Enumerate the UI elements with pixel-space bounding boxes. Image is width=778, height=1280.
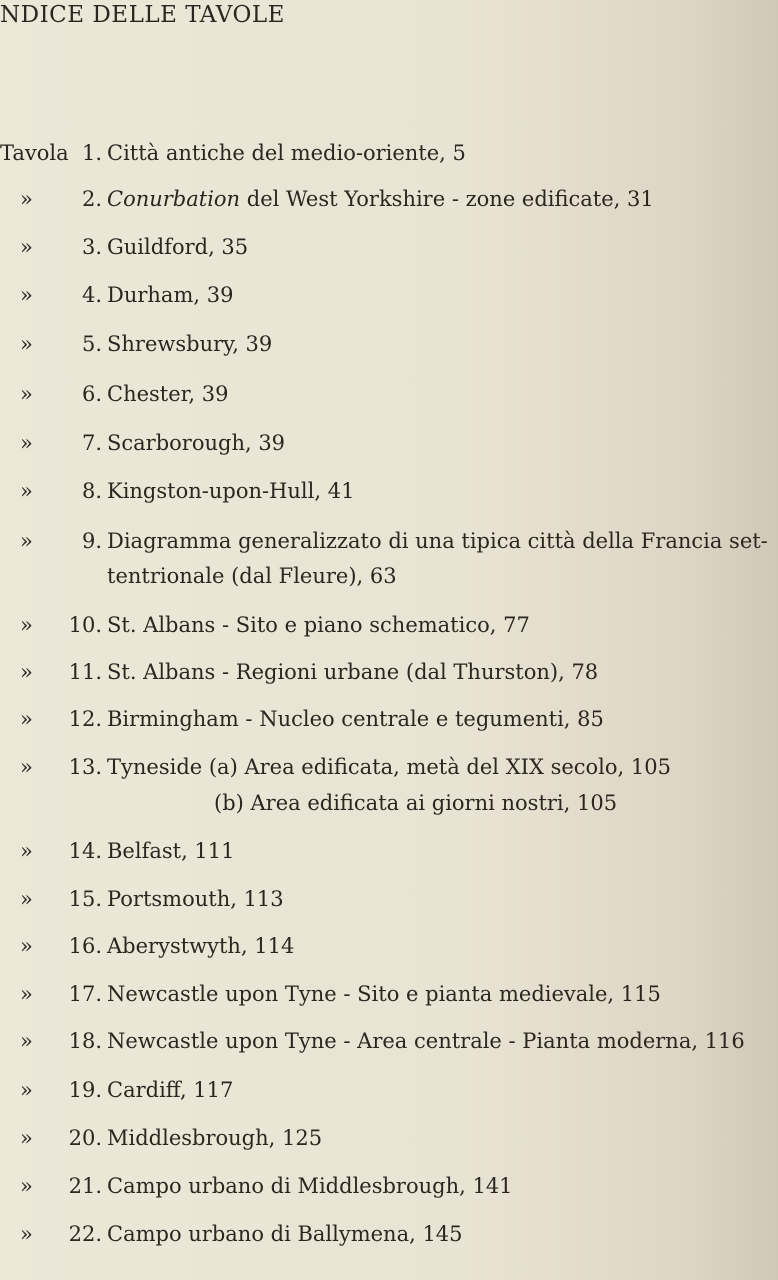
ditto-mark: » [20, 1126, 33, 1150]
entry-number: 1. [81, 141, 102, 165]
entry-text: Middlesbrough, 125 [107, 1126, 323, 1150]
entry-text: St. Albans - Regioni urbane (dal Thurston), 78 [107, 660, 599, 684]
entry-number: 16. [68, 934, 102, 958]
entry-text: Campo urbano di Ballymena, 145 [107, 1222, 463, 1246]
ditto-mark: » [20, 755, 33, 779]
ditto-mark: » [20, 529, 33, 553]
entry-text: Kingston-upon-Hull, 41 [107, 479, 355, 503]
entry-text: Chester, 39 [107, 382, 229, 406]
page-title: NDICE DELLE TAVOLE [0, 2, 285, 28]
ditto-mark: » [20, 1222, 33, 1246]
entry-text: Cardiff, 117 [107, 1078, 234, 1102]
entry-text: Portsmouth, 113 [107, 887, 284, 911]
entry-number: 7. [81, 431, 102, 455]
entry-text: Birmingham - Nucleo centrale e tegumenti, 85 [107, 707, 604, 731]
entry-text: Newcastle upon Tyne - Sito e pianta medievale, 115 [107, 982, 661, 1006]
entry-number: 5. [81, 332, 102, 356]
entry-number: 3. [81, 235, 102, 259]
entry-number: 22. [68, 1222, 102, 1246]
entry-text: Diagramma generalizzato di una tipica città della Francia set- [107, 529, 768, 553]
ditto-mark: » [20, 982, 33, 1006]
entry-italic: Conurbation [107, 187, 241, 211]
entry-number: 4. [81, 283, 102, 307]
entry-number: 13. [68, 755, 102, 779]
entry-number: 20. [68, 1126, 102, 1150]
entry-text: Tyneside (a) Area edificata, metà del XIX secolo, 105 [107, 755, 671, 779]
entry-number: 19. [68, 1078, 102, 1102]
entry-number: 12. [68, 707, 102, 731]
entry-text: Durham, 39 [107, 283, 234, 307]
entry-text: St. Albans - Sito e piano schematico, 77 [107, 613, 530, 637]
entry-text: Aberystwyth, 114 [107, 934, 295, 958]
entry-text-rest: del West Yorkshire - zone edificate, 31 [240, 187, 654, 211]
entry-text [107, 187, 654, 211]
ditto-mark: » [20, 187, 33, 211]
entry-number: 15. [68, 887, 102, 911]
ditto-mark: » [20, 431, 33, 455]
entry-number: 8. [81, 479, 102, 503]
ditto-mark: » [20, 283, 33, 307]
entry-continuation: (b) Area edificata ai giorni nostri, 105 [214, 791, 618, 815]
ditto-mark: » [20, 235, 33, 259]
ditto-mark: » [20, 1029, 33, 1053]
entry-text: Guildford, 35 [107, 235, 249, 259]
entry-number: 10. [68, 613, 102, 637]
entry-number: 11. [68, 660, 102, 684]
ditto-mark: » [20, 839, 33, 863]
entry-text: Scarborough, 39 [107, 431, 286, 455]
ditto-mark: » [20, 613, 33, 637]
entry-text: Newcastle upon Tyne - Area centrale - Pianta moderna, 116 [107, 1029, 745, 1053]
ditto-mark: » [20, 332, 33, 356]
entry-number: 2. [81, 187, 102, 211]
ditto-mark: » [20, 479, 33, 503]
entry-number: 21. [68, 1174, 102, 1198]
entry-continuation: tentrionale (dal Fleure), 63 [107, 564, 397, 588]
ditto-mark: » [20, 1174, 33, 1198]
ditto-mark: » [20, 934, 33, 958]
entry-number: 17. [68, 982, 102, 1006]
entry-number: 14. [68, 839, 102, 863]
ditto-mark: » [20, 660, 33, 684]
entry-text: Campo urbano di Middlesbrough, 141 [107, 1174, 513, 1198]
ditto-mark: » [20, 382, 33, 406]
ditto-mark: » [20, 1078, 33, 1102]
entry-text: Belfast, 111 [107, 839, 235, 863]
tavola-label: Tavola [0, 141, 69, 165]
entry-text: Città antiche del medio-oriente, 5 [107, 141, 466, 165]
entry-text: Shrewsbury, 39 [107, 332, 273, 356]
ditto-mark: » [20, 887, 33, 911]
entry-number: 6. [81, 382, 102, 406]
entry-number: 9. [81, 529, 102, 553]
ditto-mark: » [20, 707, 33, 731]
entry-number: 18. [68, 1029, 102, 1053]
